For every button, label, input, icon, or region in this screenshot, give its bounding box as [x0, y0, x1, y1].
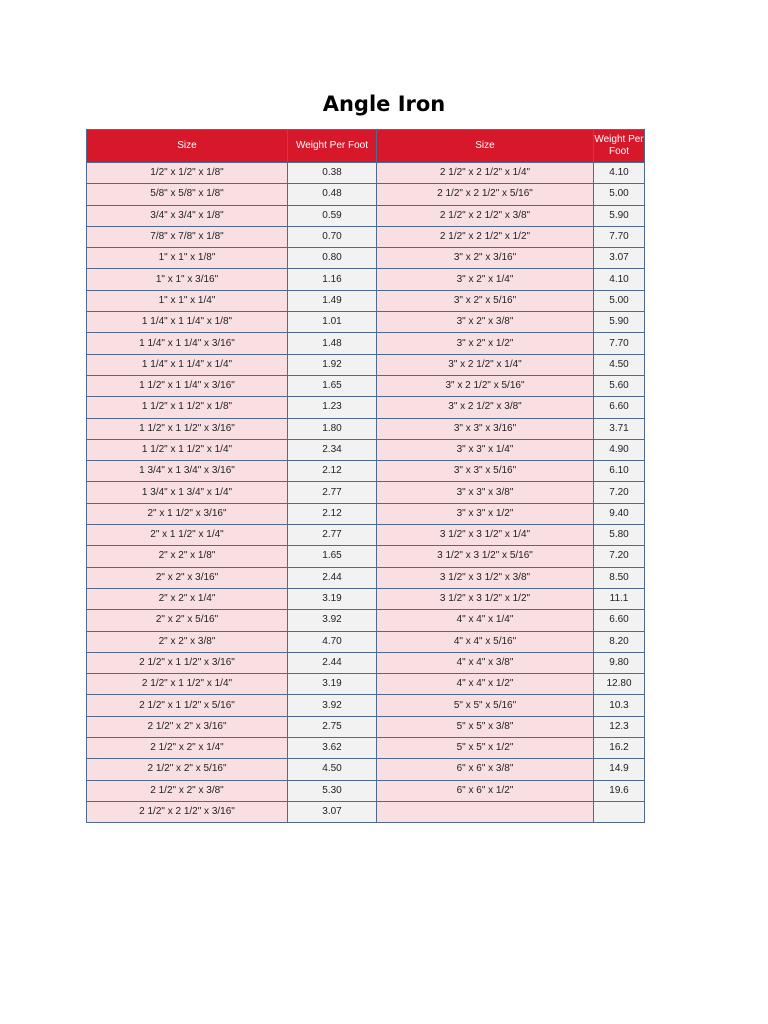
- weight-right-cell: 12.3: [594, 716, 645, 737]
- weight-right-cell: 4.90: [594, 439, 645, 460]
- table-row: [87, 418, 645, 439]
- weight-left-cell: 2.77: [288, 482, 377, 503]
- weight-left-cell: 3.92: [288, 610, 377, 631]
- weight-right-cell: 11.1: [594, 588, 645, 609]
- table-row: [87, 738, 645, 759]
- size-right-cell: 3 1/2" x 3 1/2" x 1/4": [377, 525, 594, 546]
- weight-right-cell: 6.10: [594, 461, 645, 482]
- weight-left-cell: 1.80: [288, 418, 377, 439]
- weight-left-cell: 3.07: [288, 801, 377, 822]
- table-row: [87, 503, 645, 524]
- table-row: [87, 652, 645, 673]
- table-row: [87, 631, 645, 652]
- weight-left-cell: 0.38: [288, 163, 377, 184]
- weight-left-cell: 0.48: [288, 184, 377, 205]
- size-left-cell: 2" x 2" x 5/16": [87, 610, 288, 631]
- table-row: [87, 674, 645, 695]
- size-right-cell: 3" x 2 1/2" x 3/8": [377, 397, 594, 418]
- size-left-cell: 2" x 1 1/2" x 1/4": [87, 525, 288, 546]
- weight-right-cell: 7.20: [594, 546, 645, 567]
- weight-right-cell: 7.70: [594, 226, 645, 247]
- weight-left-cell: 4.50: [288, 759, 377, 780]
- weight-right-cell: 3.07: [594, 248, 645, 269]
- size-right-cell: 4" x 4" x 1/2": [377, 674, 594, 695]
- weight-left-cell: 3.19: [288, 588, 377, 609]
- table-row: [87, 567, 645, 588]
- weight-right-cell: 12.80: [594, 674, 645, 695]
- table-row: [87, 248, 645, 269]
- weight-left-cell: 2.75: [288, 716, 377, 737]
- size-left-cell: 1 1/2" x 1 1/4" x 3/16": [87, 375, 288, 396]
- weight-left-cell: 2.77: [288, 525, 377, 546]
- weight-right-cell: 19.6: [594, 780, 645, 801]
- size-right-cell: 3" x 2 1/2" x 1/4": [377, 354, 594, 375]
- size-left-cell: 2 1/2" x 2" x 1/4": [87, 738, 288, 759]
- page-title: Angle Iron: [322, 92, 446, 116]
- table-row: [87, 759, 645, 780]
- weight-right-cell: 10.3: [594, 695, 645, 716]
- size-right-cell: 3" x 2" x 1/4": [377, 269, 594, 290]
- weight-right-cell: 3.71: [594, 418, 645, 439]
- table-row: [87, 610, 645, 631]
- size-right-cell: 3" x 3" x 3/8": [377, 482, 594, 503]
- size-left-cell: 2 1/2" x 1 1/2" x 1/4": [87, 674, 288, 695]
- table-body: [87, 163, 645, 823]
- size-right-cell: 3" x 2" x 1/2": [377, 333, 594, 354]
- table-header-row: [87, 130, 645, 163]
- weight-left-cell: 1.01: [288, 312, 377, 333]
- size-right-cell: 4" x 4" x 1/4": [377, 610, 594, 631]
- weight-left-cell: 3.62: [288, 738, 377, 759]
- weight-right-cell: 9.80: [594, 652, 645, 673]
- size-left-cell: 1 1/2" x 1 1/2" x 3/16": [87, 418, 288, 439]
- weight-right-cell: 5.80: [594, 525, 645, 546]
- size-left-cell: 5/8" x 5/8" x 1/8": [87, 184, 288, 205]
- weight-right-cell: 6.60: [594, 397, 645, 418]
- size-right-cell: 5" x 5" x 5/16": [377, 695, 594, 716]
- weight-left-cell: 1.48: [288, 333, 377, 354]
- size-right-cell: 6" x 6" x 1/2": [377, 780, 594, 801]
- weight-right-cell: 5.00: [594, 290, 645, 311]
- size-right-cell: 3" x 2" x 5/16": [377, 290, 594, 311]
- weight-left-cell: 0.70: [288, 226, 377, 247]
- size-right-cell: 3 1/2" x 3 1/2" x 1/2": [377, 588, 594, 609]
- weight-left-cell: 1.23: [288, 397, 377, 418]
- table-row: [87, 397, 645, 418]
- weight-left-cell: 2.12: [288, 503, 377, 524]
- size-left-cell: 2" x 2" x 1/8": [87, 546, 288, 567]
- size-left-cell: 1 3/4" x 1 3/4" x 3/16": [87, 461, 288, 482]
- header-weight-left: Weight Per Foot: [288, 130, 377, 163]
- size-right-cell: 3" x 3" x 5/16": [377, 461, 594, 482]
- size-right-cell: 4" x 4" x 5/16": [377, 631, 594, 652]
- size-left-cell: 3/4" x 3/4" x 1/8": [87, 205, 288, 226]
- size-left-cell: 2 1/2" x 2" x 3/16": [87, 716, 288, 737]
- table-row: [87, 205, 645, 226]
- weight-left-cell: 1.65: [288, 375, 377, 396]
- table-row: [87, 525, 645, 546]
- size-left-cell: 1 1/2" x 1 1/2" x 1/4": [87, 439, 288, 460]
- weight-right-cell: 7.70: [594, 333, 645, 354]
- weight-left-cell: 2.44: [288, 567, 377, 588]
- size-left-cell: 1 1/4" x 1 1/4" x 3/16": [87, 333, 288, 354]
- table-row: [87, 461, 645, 482]
- size-left-cell: 7/8" x 7/8" x 1/8": [87, 226, 288, 247]
- size-left-cell: 2 1/2" x 2 1/2" x 3/16": [87, 801, 288, 822]
- table-row: [87, 226, 645, 247]
- size-right-cell: 3" x 3" x 3/16": [377, 418, 594, 439]
- angle-iron-table: [86, 129, 645, 823]
- weight-right-cell: 6.60: [594, 610, 645, 631]
- size-left-cell: 2" x 1 1/2" x 3/16": [87, 503, 288, 524]
- size-left-cell: 2 1/2" x 1 1/2" x 3/16": [87, 652, 288, 673]
- weight-left-cell: 2.34: [288, 439, 377, 460]
- table-row: [87, 716, 645, 737]
- weight-left-cell: 3.19: [288, 674, 377, 695]
- weight-left-cell: 0.59: [288, 205, 377, 226]
- table-row: [87, 546, 645, 567]
- weight-right-cell: 5.90: [594, 312, 645, 333]
- header-weight-right: Weight Per Foot: [594, 130, 645, 163]
- weight-right-cell: 5.90: [594, 205, 645, 226]
- header-size-left: Size: [87, 130, 288, 163]
- weight-right-cell: 5.00: [594, 184, 645, 205]
- size-left-cell: 1" x 1" x 3/16": [87, 269, 288, 290]
- weight-right-cell: 4.10: [594, 269, 645, 290]
- table-row: [87, 290, 645, 311]
- table-row: [87, 801, 645, 822]
- weight-right-cell: 4.10: [594, 163, 645, 184]
- table-row: [87, 184, 645, 205]
- size-right-cell: 3" x 3" x 1/2": [377, 503, 594, 524]
- size-left-cell: 1 3/4" x 1 3/4" x 1/4": [87, 482, 288, 503]
- table-row: [87, 439, 645, 460]
- size-right-cell: 2 1/2" x 2 1/2" x 5/16": [377, 184, 594, 205]
- size-right-cell: 3" x 2" x 3/16": [377, 248, 594, 269]
- size-right-cell: 5" x 5" x 1/2": [377, 738, 594, 759]
- size-right-cell: 2 1/2" x 2 1/2" x 1/2": [377, 226, 594, 247]
- weight-right-cell: 8.20: [594, 631, 645, 652]
- weight-left-cell: 2.44: [288, 652, 377, 673]
- size-left-cell: 2 1/2" x 1 1/2" x 5/16": [87, 695, 288, 716]
- size-left-cell: 1/2" x 1/2" x 1/8": [87, 163, 288, 184]
- weight-right-cell: [594, 801, 645, 822]
- size-left-cell: 2" x 2" x 3/16": [87, 567, 288, 588]
- table-row: [87, 695, 645, 716]
- weight-right-cell: 16.2: [594, 738, 645, 759]
- size-right-cell: 3 1/2" x 3 1/2" x 5/16": [377, 546, 594, 567]
- size-left-cell: 2 1/2" x 2" x 3/8": [87, 780, 288, 801]
- weight-left-cell: 1.65: [288, 546, 377, 567]
- weight-left-cell: 2.12: [288, 461, 377, 482]
- weight-right-cell: 7.20: [594, 482, 645, 503]
- size-left-cell: 2" x 2" x 3/8": [87, 631, 288, 652]
- weight-left-cell: 1.16: [288, 269, 377, 290]
- size-left-cell: 1" x 1" x 1/8": [87, 248, 288, 269]
- size-right-cell: 3" x 2" x 3/8": [377, 312, 594, 333]
- size-left-cell: 2 1/2" x 2" x 5/16": [87, 759, 288, 780]
- table-row: [87, 588, 645, 609]
- weight-right-cell: 5.60: [594, 375, 645, 396]
- weight-right-cell: 9.40: [594, 503, 645, 524]
- size-left-cell: 1 1/4" x 1 1/4" x 1/8": [87, 312, 288, 333]
- size-right-cell: [377, 801, 594, 822]
- weight-left-cell: 0.80: [288, 248, 377, 269]
- table-row: [87, 482, 645, 503]
- table-row: [87, 163, 645, 184]
- size-left-cell: 1 1/2" x 1 1/2" x 1/8": [87, 397, 288, 418]
- size-right-cell: 2 1/2" x 2 1/2" x 1/4": [377, 163, 594, 184]
- weight-left-cell: 1.92: [288, 354, 377, 375]
- table-row: [87, 375, 645, 396]
- size-right-cell: 3" x 2 1/2" x 5/16": [377, 375, 594, 396]
- weight-right-cell: 14.9: [594, 759, 645, 780]
- table-row: [87, 354, 645, 375]
- size-right-cell: 4" x 4" x 3/8": [377, 652, 594, 673]
- weight-left-cell: 1.49: [288, 290, 377, 311]
- size-right-cell: 5" x 5" x 3/8": [377, 716, 594, 737]
- weight-left-cell: 3.92: [288, 695, 377, 716]
- weight-right-cell: 4.50: [594, 354, 645, 375]
- size-right-cell: 3" x 3" x 1/4": [377, 439, 594, 460]
- size-left-cell: 1 1/4" x 1 1/4" x 1/4": [87, 354, 288, 375]
- size-right-cell: 3 1/2" x 3 1/2" x 3/8": [377, 567, 594, 588]
- weight-left-cell: 4.70: [288, 631, 377, 652]
- weight-right-cell: 8.50: [594, 567, 645, 588]
- header-size-right: Size: [377, 130, 594, 163]
- size-right-cell: 6" x 6" x 3/8": [377, 759, 594, 780]
- table-row: [87, 333, 645, 354]
- size-right-cell: 2 1/2" x 2 1/2" x 3/8": [377, 205, 594, 226]
- table-row: [87, 312, 645, 333]
- table-row: [87, 780, 645, 801]
- size-left-cell: 2" x 2" x 1/4": [87, 588, 288, 609]
- table-row: [87, 269, 645, 290]
- weight-left-cell: 5.30: [288, 780, 377, 801]
- size-left-cell: 1" x 1" x 1/4": [87, 290, 288, 311]
